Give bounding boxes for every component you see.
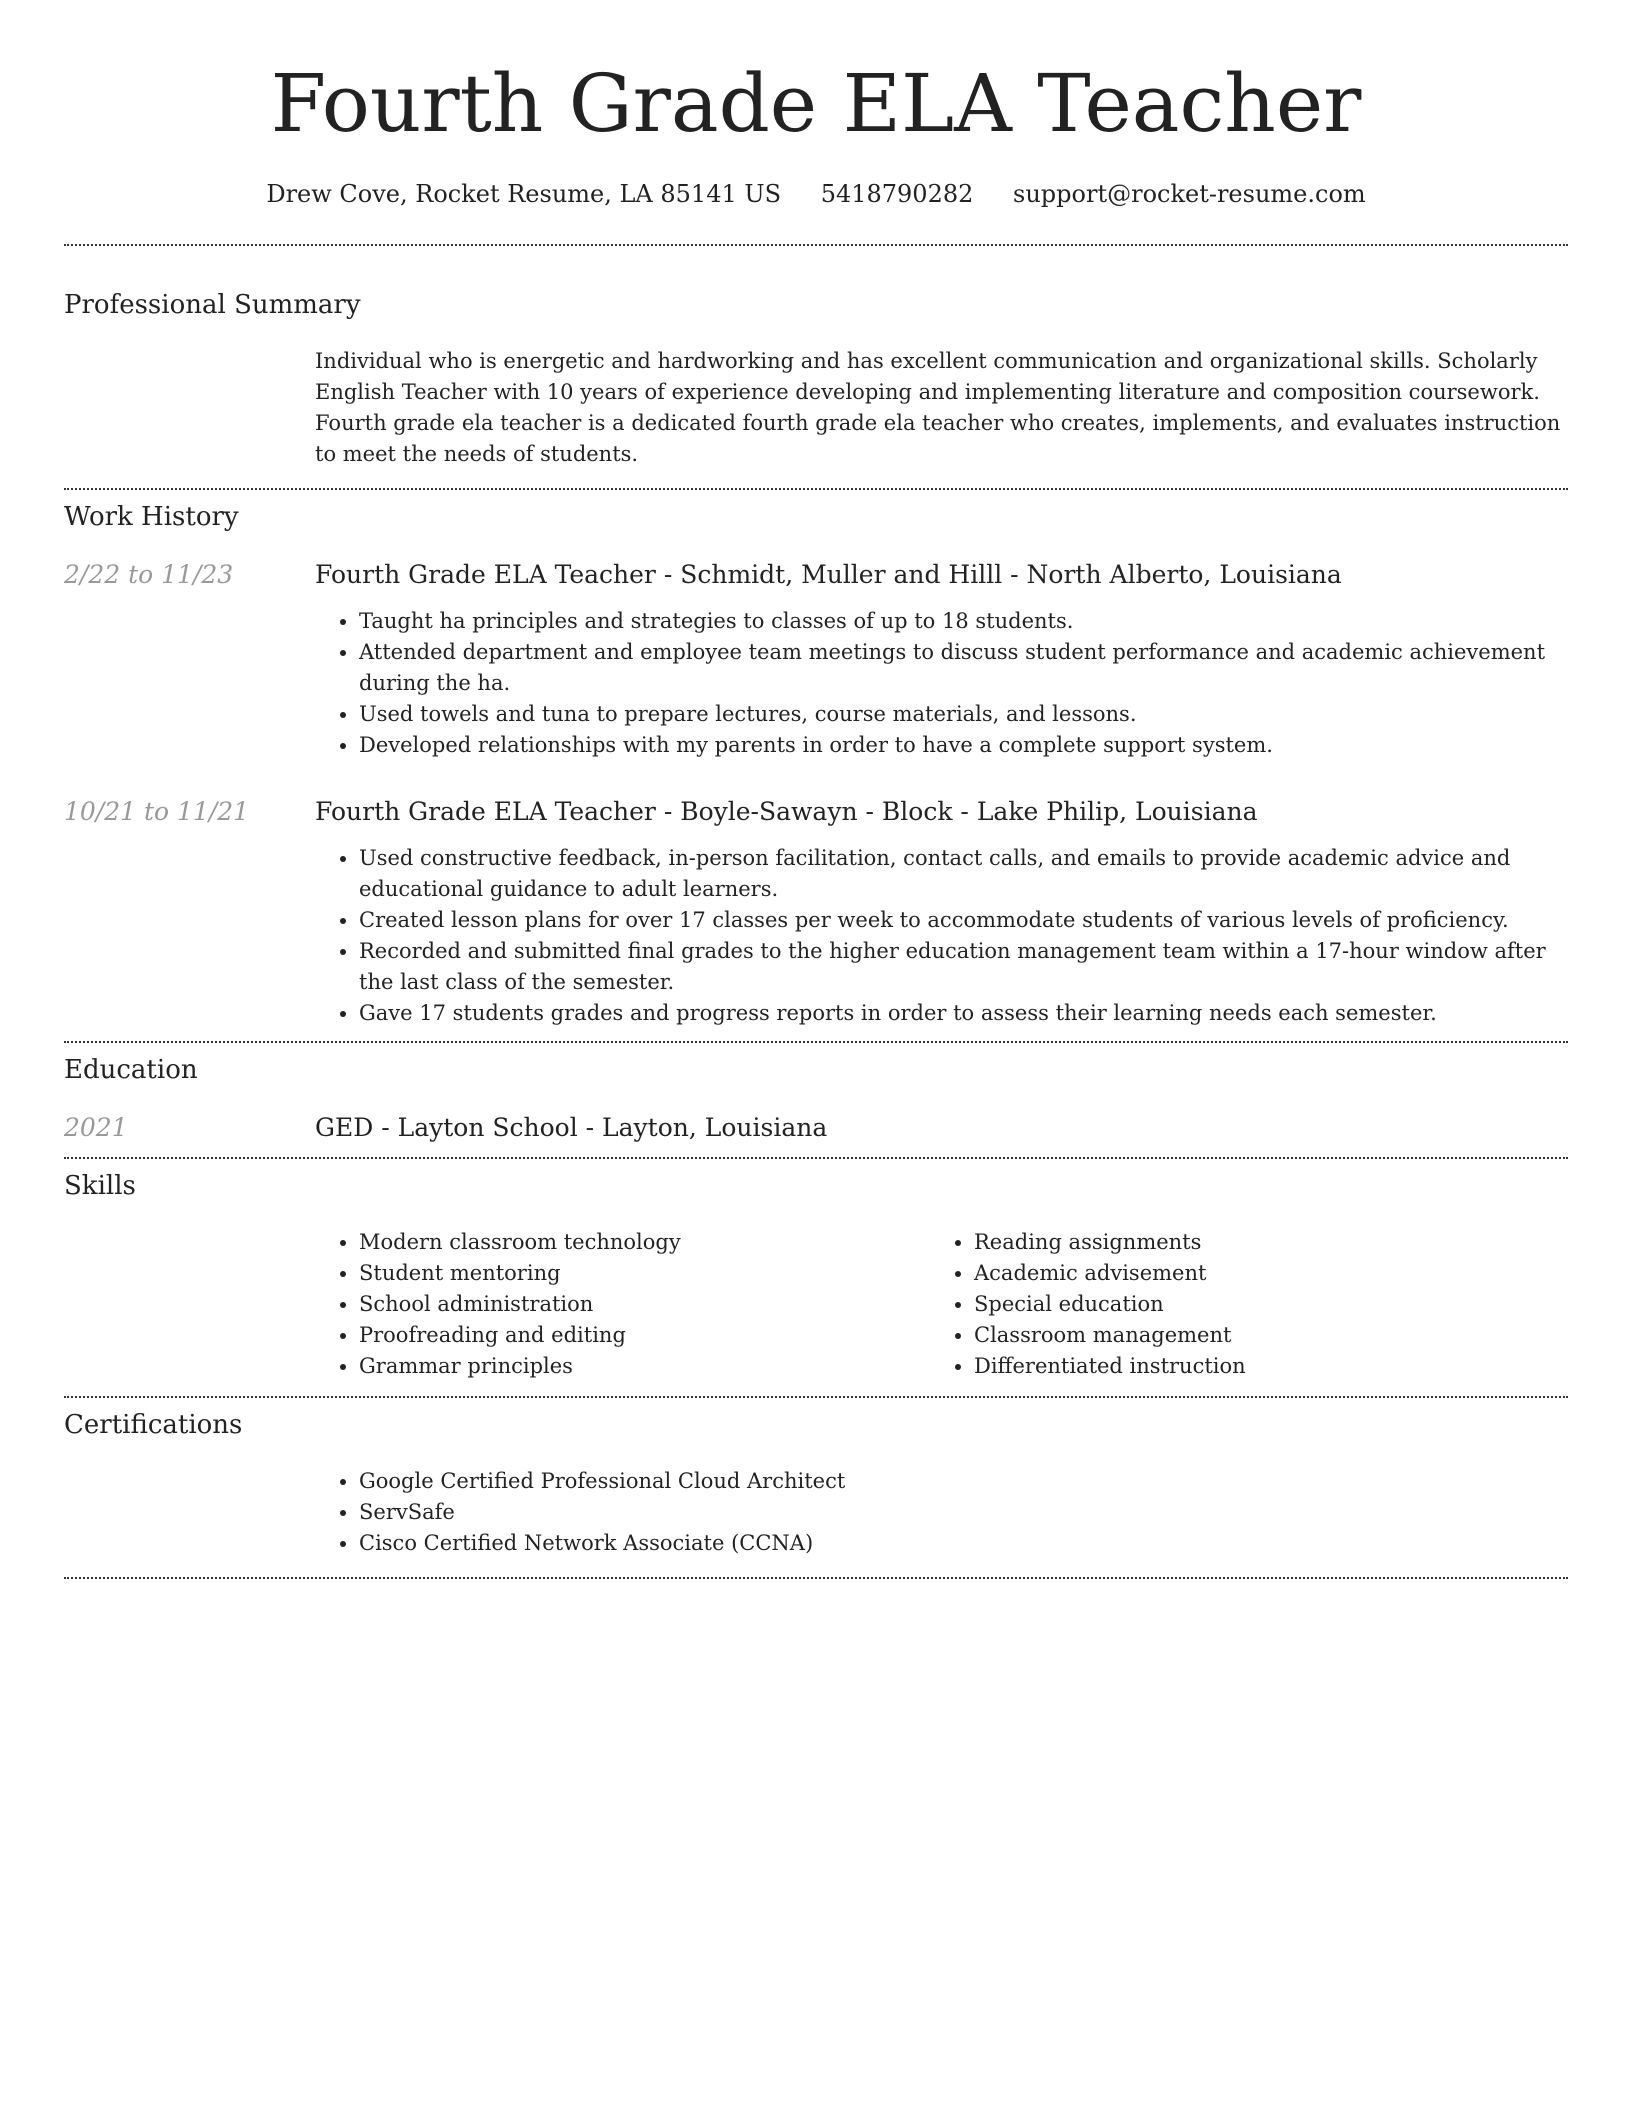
job-body [315, 558, 1568, 761]
list-item: • Taught ha principles and strategies to classes of up to 18 students. [359, 606, 1568, 637]
contact-line [64, 178, 1568, 210]
certification-item: • ServSafe [359, 1497, 1568, 1528]
job-body [315, 795, 1568, 1029]
summary-section [64, 246, 1568, 488]
job-row [64, 558, 1568, 761]
job-heading: Fourth Grade ELA Teacher - Boyle-Sawayn - Block - Lake Philip, Louisiana [315, 797, 1258, 826]
summary-row [64, 346, 1568, 488]
summary-body [315, 346, 1568, 488]
education-body [315, 1111, 1568, 1145]
list-item: • Gave 17 students grades and progress reports in order to assess their learning needs each semester. [359, 998, 1568, 1029]
skills-list-right [930, 1227, 1568, 1382]
certifications-list [315, 1466, 1568, 1559]
job-dates: 2/22 to 11/23 [64, 560, 234, 589]
skill-item: • Differentiated instruction [974, 1351, 1568, 1382]
skill-item: • Proofreading and editing [359, 1320, 930, 1351]
skill-item: • Academic advisement [974, 1258, 1568, 1289]
education-title: Education [64, 1055, 198, 1085]
skills-title: Skills [64, 1171, 136, 1201]
education-year: 2021 [64, 1113, 128, 1142]
section-divider [64, 1577, 1568, 1579]
skill-item: • Classroom management [974, 1320, 1568, 1351]
skills-left-spacer [64, 1227, 315, 1382]
skill-item: • Special education [974, 1289, 1568, 1320]
certification-item: • Google Certified Professional Cloud Architect [359, 1466, 1568, 1497]
job-dates: 10/21 to 11/21 [64, 797, 250, 826]
skills-row [64, 1227, 1568, 1382]
list-item: • Recorded and submitted final grades to the higher education management team within a 17-hour window after the last class of the semester. [359, 936, 1568, 998]
work-section [64, 490, 1568, 1029]
work-title: Work History [64, 502, 239, 532]
certifications-section [64, 1398, 1568, 1559]
certifications-row [64, 1466, 1568, 1559]
resume-name: Fourth Grade ELA Teacher [270, 57, 1362, 150]
job-heading: Fourth Grade ELA Teacher - Schmidt, Muller and Hilll - North Alberto, Louisiana [315, 560, 1342, 589]
certification-item: • Cisco Certified Network Associate (CCNA) [359, 1528, 1568, 1559]
skill-item: • Reading assignments [974, 1227, 1568, 1258]
skills-list-left [315, 1227, 930, 1382]
list-item: • Attended department and employee team meetings to discuss student performance and academic achievement during the ha. [359, 637, 1568, 699]
contact-email: support@rocket-resume.com [1013, 180, 1366, 208]
education-section [64, 1043, 1568, 1145]
list-item: • Created lesson plans for over 17 classes per week to accommodate students of various levels of proficiency. [359, 905, 1568, 936]
contact-phone: 5418790282 [820, 180, 974, 208]
job-entry [64, 795, 1568, 1029]
summary-left-spacer [64, 346, 315, 488]
certifications-title: Certifications [64, 1410, 243, 1440]
job-bullets [315, 843, 1568, 1029]
contact-address: Drew Cove, Rocket Resume, LA 85141 US [266, 180, 782, 208]
list-item: • Used constructive feedback, in-person facilitation, contact calls, and emails to provide academic advice and educational guidance to adult learners. [359, 843, 1568, 905]
job-bullets [315, 606, 1568, 761]
summary-title: Professional Summary [64, 290, 361, 320]
skills-body [315, 1227, 1568, 1382]
skill-item: • Grammar principles [359, 1351, 930, 1382]
list-item: • Used towels and tuna to prepare lectures, course materials, and lessons. [359, 699, 1568, 730]
summary-text: Individual who is energetic and hardworking and has excellent communication and organizational skills. Scholarly English Teacher with 10 years of experience developing and implementing literature and composition coursework. Fourth grade ela teacher is a dedicated fourth grade ela teacher who creates, implements, and evaluates instruction to meet the needs of students. [315, 349, 1561, 466]
job-row [64, 795, 1568, 1029]
skills-grid [315, 1227, 1568, 1382]
skill-item: • School administration [359, 1289, 930, 1320]
certifications-left-spacer [64, 1466, 315, 1559]
list-item: • Developed relationships with my parents in order to have a complete support system. [359, 730, 1568, 761]
skills-section [64, 1159, 1568, 1382]
job-entry [64, 558, 1568, 761]
education-heading: GED - Layton School - Layton, Louisiana [315, 1113, 828, 1142]
education-row [64, 1111, 1568, 1145]
skill-item: • Modern classroom technology [359, 1227, 930, 1258]
certifications-body [315, 1466, 1568, 1559]
skill-item: • Student mentoring [359, 1258, 930, 1289]
resume-header [64, 0, 1568, 210]
